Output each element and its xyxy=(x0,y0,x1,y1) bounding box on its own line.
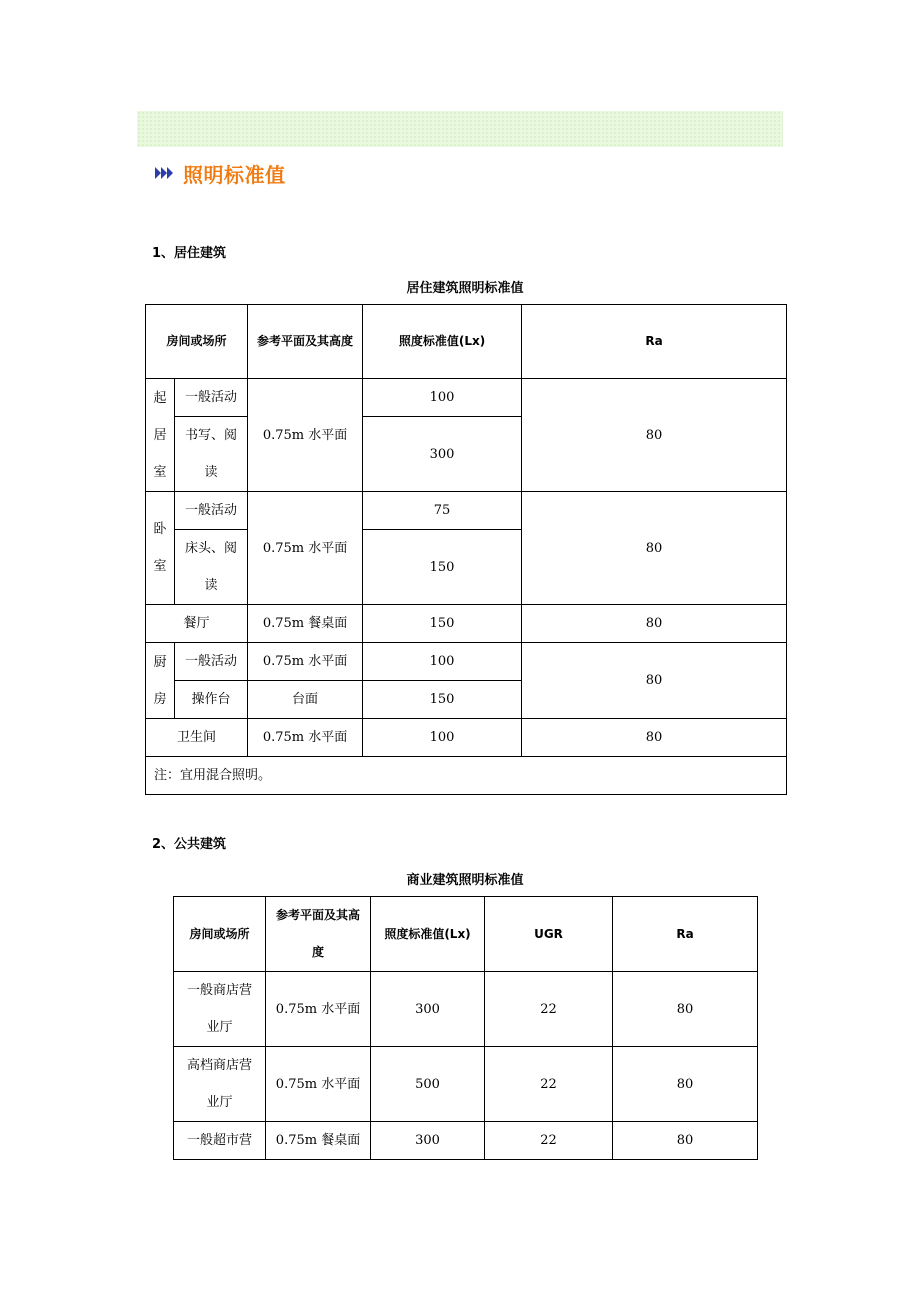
ra-cell: 80 xyxy=(522,643,787,719)
room-kitchen xyxy=(146,643,175,719)
table-note-row xyxy=(146,757,787,795)
header-lux: 照度标准值(Lx) xyxy=(371,897,485,972)
room-dining: 餐厅 xyxy=(146,605,248,643)
plane-cell: 0.75m 水平面 xyxy=(248,643,363,681)
room-cell xyxy=(174,1047,266,1122)
header-ra: Ra xyxy=(613,897,758,972)
section-label-public: 2、公共建筑 xyxy=(152,837,227,852)
ra-cell: 80 xyxy=(613,1122,758,1160)
ra-cell: 80 xyxy=(522,379,787,492)
ra-cell: 80 xyxy=(522,719,787,757)
header-lux: 照度标准值(Lx) xyxy=(363,305,522,379)
room-cell: 一般超市营 xyxy=(174,1122,266,1160)
ra-cell: 80 xyxy=(522,492,787,605)
plane-cell: 0.75m 餐桌面 xyxy=(266,1122,371,1160)
header-ra: Ra xyxy=(522,305,787,379)
activity-text: 书写、阅读 xyxy=(185,428,238,480)
plane-cell: 0.75m 水平面 xyxy=(266,1047,371,1122)
lux-cell: 100 xyxy=(363,719,522,757)
decorative-banner xyxy=(137,111,783,147)
lux-cell: 150 xyxy=(363,530,522,605)
header-room: 房间或场所 xyxy=(174,897,266,972)
table-row xyxy=(174,972,758,1047)
table-row xyxy=(146,492,787,530)
activity-cell: 一般活动 xyxy=(175,492,248,530)
lux-cell: 300 xyxy=(371,1122,485,1160)
header-plane xyxy=(266,897,371,972)
ra-cell: 80 xyxy=(613,1047,758,1122)
section-heading xyxy=(155,160,286,186)
table-caption-public: 商业建筑照明标准值 xyxy=(406,873,524,888)
page-title: 照明标准值 xyxy=(183,162,286,187)
plane-cell: 0.75m 水平面 xyxy=(248,492,363,605)
lux-cell: 75 xyxy=(363,492,522,530)
lux-cell: 300 xyxy=(371,972,485,1047)
ra-cell: 80 xyxy=(613,972,758,1047)
room-living xyxy=(146,379,175,492)
activity-cell: 一般活动 xyxy=(175,379,248,417)
header-ugr: UGR xyxy=(485,897,613,972)
room-bedroom-text: 卧室 xyxy=(153,522,167,574)
table-row xyxy=(146,379,787,417)
room-text: 高档商店营业厅 xyxy=(186,1058,252,1110)
plane-cell: 0.75m 水平面 xyxy=(266,972,371,1047)
header-plane-text: 参考平面及其高度 xyxy=(275,908,360,959)
lux-cell: 100 xyxy=(363,643,522,681)
plane-cell: 0.75m 水平面 xyxy=(248,719,363,757)
activity-cell xyxy=(175,417,248,492)
header-plane xyxy=(248,305,363,379)
room-bedroom xyxy=(146,492,175,605)
section-label-residential: 1、居住建筑 xyxy=(152,246,227,261)
lux-cell: 300 xyxy=(363,417,522,492)
lux-cell: 500 xyxy=(371,1047,485,1122)
lux-cell: 100 xyxy=(363,379,522,417)
room-bathroom: 卫生间 xyxy=(146,719,248,757)
ugr-cell: 22 xyxy=(485,972,613,1047)
activity-text: 床头、阅读 xyxy=(185,541,238,593)
lux-cell: 150 xyxy=(363,681,522,719)
room-cell xyxy=(174,972,266,1047)
table-header-row xyxy=(146,305,787,379)
commercial-lighting-table xyxy=(173,896,758,1160)
room-kitchen-text: 厨房 xyxy=(153,654,167,707)
plane-cell: 台面 xyxy=(248,681,363,719)
table-header-row xyxy=(174,897,758,972)
header-plane-text: 参考平面及其高度 xyxy=(257,334,354,348)
table-caption-residential: 居住建筑照明标准值 xyxy=(406,281,524,296)
table-row xyxy=(174,1122,758,1160)
table-row xyxy=(174,1047,758,1122)
ugr-cell: 22 xyxy=(485,1047,613,1122)
lux-cell: 150 xyxy=(363,605,522,643)
table-row xyxy=(146,605,787,643)
activity-cell xyxy=(175,530,248,605)
table-row xyxy=(146,643,787,681)
table-row xyxy=(146,719,787,757)
triple-arrow-icon xyxy=(155,166,175,180)
activity-cell: 操作台 xyxy=(175,681,248,719)
room-text: 一般商店营业厅 xyxy=(186,983,252,1035)
room-living-text: 起居室 xyxy=(153,390,167,480)
ugr-cell: 22 xyxy=(485,1122,613,1160)
plane-cell: 0.75m 餐桌面 xyxy=(248,605,363,643)
residential-lighting-table xyxy=(145,304,787,795)
plane-cell: 0.75m 水平面 xyxy=(248,379,363,492)
header-room: 房间或场所 xyxy=(146,305,248,379)
activity-cell: 一般活动 xyxy=(175,643,248,681)
ra-cell: 80 xyxy=(522,605,787,643)
table-note: 注：宜用混合照明。 xyxy=(146,757,787,795)
